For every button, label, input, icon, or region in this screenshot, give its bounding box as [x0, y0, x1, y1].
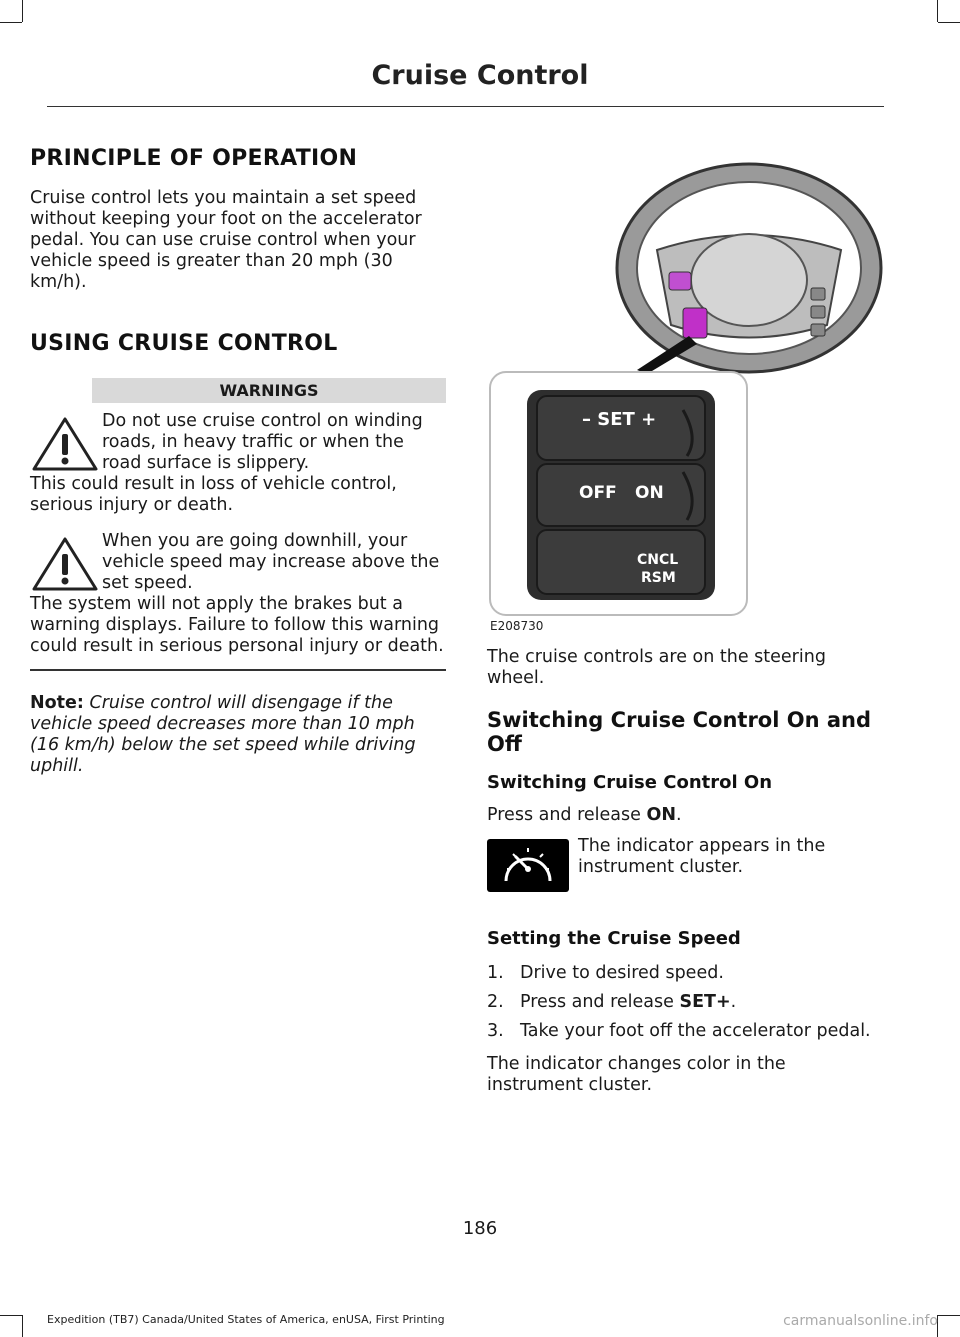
list-item: 3. Take your foot off the accelerator pedal. [487, 1021, 871, 1041]
warning-block-1 [30, 411, 446, 516]
btn-set-label: – SET + [582, 409, 657, 430]
cruise-indicator-row [487, 836, 887, 920]
warning-triangle-icon [30, 535, 100, 593]
press-on-suffix: . [676, 805, 682, 825]
warning-2-rest: The system will not apply the brakes but a warning displays. Failure to follow this warning could result in serious personal injury or death. [30, 594, 444, 656]
left-column [30, 146, 446, 777]
press-on-key: ON [646, 805, 677, 825]
speedometer-icon [487, 839, 569, 892]
warning-1-rest: This could result in loss of vehicle control, serious injury or death. [30, 474, 397, 515]
cruise-indicator-icon-wrap [487, 839, 569, 892]
warning-triangle-icon [30, 415, 100, 473]
using-heading: USING CRUISE CONTROL [30, 331, 338, 356]
warning-1-text: Do not use cruise control on winding roads, in heavy traffic or when the road surface is slippery. [102, 411, 423, 473]
warning-2-text: When you are going downhill, your vehicle speed may increase above the set speed. [102, 531, 440, 593]
list-item: 2. Press and release SET+. [487, 992, 737, 1012]
crop-mark [22, 0, 23, 22]
crop-mark [938, 22, 960, 23]
crop-mark [0, 1315, 22, 1316]
setting-speed-heading: Setting the Cruise Speed [487, 928, 741, 949]
btn-on-label: ON [635, 483, 664, 503]
header-divider [47, 106, 884, 107]
note [30, 693, 446, 777]
indicator-text: The indicator appears in the instrument cluster. [578, 836, 826, 877]
crop-mark [0, 22, 22, 23]
btn-cncl-label: CNCL [637, 552, 679, 568]
switch-heading: Switching Cruise Control On and Off [487, 708, 872, 756]
btn-rsm-label: RSM [641, 570, 676, 586]
crop-mark [937, 0, 938, 22]
closing-text: The indicator changes color in the instrument cluster. [487, 1054, 786, 1095]
footer-line: Expedition (TB7) Canada/United States of America, enUSA, First Printing [47, 1313, 445, 1326]
note-text: Cruise control will disengage if the vehicle speed decreases more than 10 mph (16 km/h) below the set speed while driving uphill. [30, 693, 416, 776]
principle-heading: PRINCIPLE OF OPERATION [30, 146, 358, 171]
steering-wheel-figure [487, 150, 887, 633]
page-title: Cruise Control [371, 60, 589, 91]
steering-wheel-illustration [487, 150, 887, 616]
figure-code: E208730 [490, 619, 544, 633]
note-label: Note: [30, 693, 84, 713]
right-column [487, 150, 887, 1096]
warnings-label: WARNINGS [92, 378, 446, 403]
principle-text: Cruise control lets you maintain a set speed without keeping your foot on the accelerator pedal. You can use cruise control when your vehicle speed is greater than 20 mph (30 km/h). [30, 188, 422, 292]
switch-on-heading: Switching Cruise Control On [487, 772, 773, 793]
crop-mark [22, 1315, 23, 1337]
figure-caption: The cruise controls are on the steering wheel. [487, 647, 826, 688]
crop-mark [938, 1315, 960, 1316]
warnings-end-rule [30, 669, 446, 671]
page-number: 186 [462, 1218, 498, 1239]
list-item: 1. Drive to desired speed. [487, 963, 724, 983]
warning-block-2 [30, 531, 446, 657]
press-on-prefix: Press and release [487, 805, 647, 825]
watermark: carmanualsonline.info [783, 1313, 938, 1329]
press-on-text [487, 805, 887, 826]
setting-steps [487, 963, 887, 1042]
btn-off-label: OFF [579, 483, 617, 503]
